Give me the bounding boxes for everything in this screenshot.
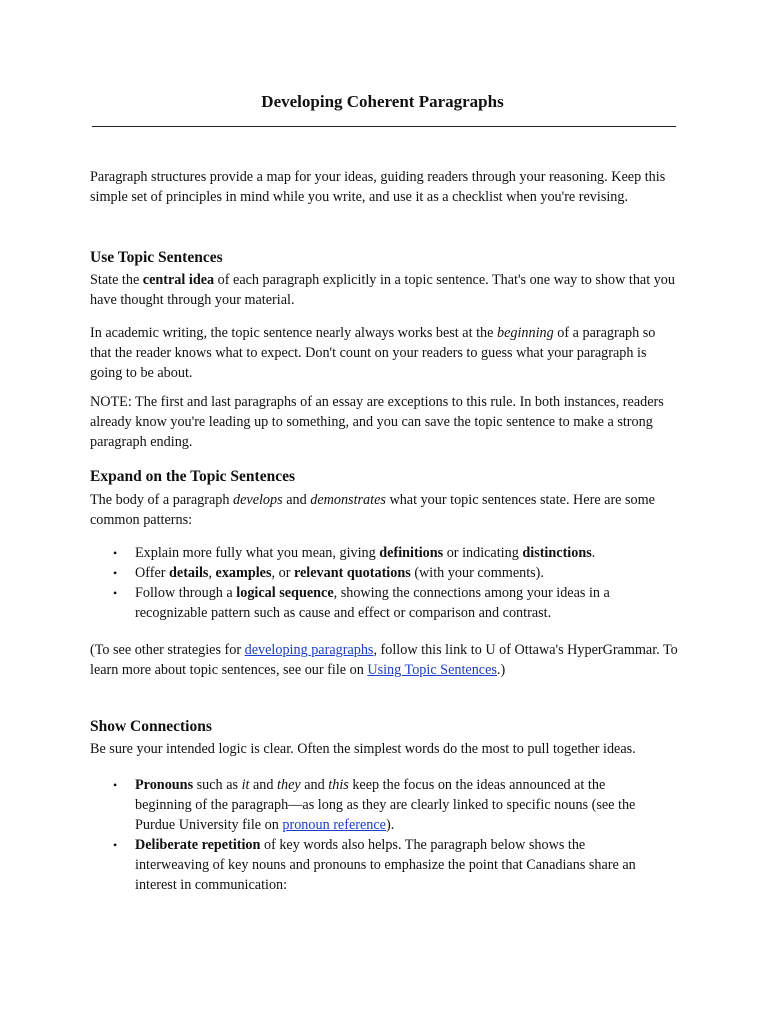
text-run: of key words also helps. The paragraph below shows the interweaving of key nouns and pronouns to emphasize the point that Canadians share an interest in communication: (135, 837, 636, 893)
bold-term-central-idea: central idea (142, 272, 215, 288)
italic-term-demonstrates: demonstrates (310, 492, 386, 508)
link-developing-paragraphs[interactable]: developing paragraphs (244, 642, 374, 658)
section-heading-show-connections: Show Connections (90, 718, 212, 735)
topic-sentences-paragraph-2 (90, 323, 680, 383)
text-run: Explain more fully what you mean, giving (135, 545, 380, 561)
text-run: of a paragraph so that the reader knows what to expect. Don't count on your readers to guess what your paragraph is going to be about. (90, 325, 656, 381)
bold-term: relevant quotations (293, 565, 411, 581)
bullet-icon: • (113, 546, 118, 560)
bold-term: definitions (379, 545, 444, 561)
text-run: , showing the connections among your ideas in a recognizable pattern such as cause and effect or comparison and contrast. (135, 585, 610, 621)
italic-term-beginning: beginning (496, 325, 554, 341)
list-item (90, 775, 655, 835)
list-item (90, 563, 655, 583)
list-item (90, 583, 655, 623)
text-run: . (591, 545, 596, 561)
text-run: such as (193, 777, 242, 793)
link-pronoun-reference[interactable]: pronoun reference (282, 817, 386, 833)
text-run: The body of a paragraph (90, 492, 233, 508)
list-item (90, 543, 655, 563)
document-title: Developing Coherent Paragraphs (261, 92, 504, 111)
bullet-icon: • (113, 566, 118, 580)
text-run: , (208, 565, 216, 581)
text-run: In academic writing, the topic sentence nearly always works best at the (90, 325, 497, 341)
topic-sentences-note: NOTE: The first and last paragraphs of an essay are exceptions to this rule. In both instances, readers already know you're leading up to something, and you can save the topic sentence to make a strong paragraph ending. (90, 394, 664, 450)
bold-term-pronouns: Pronouns (135, 777, 194, 793)
text-run: what your topic sentences state. Here are some common patterns: (90, 492, 655, 528)
bullet-icon: • (113, 586, 118, 600)
text-run: , follow this link to U of Ottawa's HyperGrammar. To learn more about topic sentences, see our file on (90, 642, 678, 678)
list-item (90, 835, 655, 895)
italic-term: this (328, 777, 349, 793)
text-run: ). (385, 817, 395, 833)
text-run: (with your comments). (410, 565, 544, 581)
bold-term: examples (215, 565, 272, 581)
text-run: Follow through a (135, 585, 237, 601)
bold-term: logical sequence (236, 585, 334, 601)
expand-lead-paragraph (90, 490, 680, 530)
italic-term: they (277, 777, 301, 793)
section-heading-expand: Expand on the Topic Sentences (90, 468, 295, 485)
title-divider (92, 126, 676, 127)
italic-term: it (241, 777, 250, 793)
strategies-paragraph (90, 640, 680, 680)
bold-term: distinctions (522, 545, 592, 561)
text-run: State the (90, 272, 143, 288)
link-using-topic-sentences[interactable]: Using Topic Sentences (367, 662, 497, 678)
bold-term-deliberate-repetition: Deliberate repetition (135, 837, 261, 853)
bullet-icon: • (113, 778, 118, 792)
text-run: and (282, 492, 311, 508)
text-run: or indicating (443, 545, 523, 561)
italic-term-develops: develops (233, 492, 283, 508)
topic-sentences-paragraph-1 (90, 270, 680, 310)
text-run: of each paragraph explicitly in a topic sentence. That's one way to show that you have thought through your material. (90, 272, 675, 308)
bold-term: details (169, 565, 209, 581)
bullet-icon: • (113, 838, 118, 852)
section-heading-topic-sentences: Use Topic Sentences (90, 249, 223, 266)
expand-bullet-list (90, 543, 680, 623)
text-run: keep the focus on the ideas announced at the beginning of the paragraph—as long as they are clearly linked to specific nouns (see the Purdue University file on (135, 777, 636, 833)
text-run: and (249, 777, 278, 793)
intro-paragraph: Paragraph structures provide a map for your ideas, guiding readers through your reasoning. Keep this simple set of principles in mind while you write, and use it as a checklist when you're revising. (90, 169, 666, 205)
text-run: (To see other strategies for (90, 642, 245, 658)
text-run: .) (496, 662, 506, 678)
text-run: Offer (135, 565, 170, 581)
connections-bullet-list (90, 775, 680, 895)
text-run: and (300, 777, 329, 793)
text-run: , or (271, 565, 294, 581)
connections-lead-paragraph: Be sure your intended logic is clear. Often the simplest words do the most to pull together ideas. (90, 741, 636, 757)
